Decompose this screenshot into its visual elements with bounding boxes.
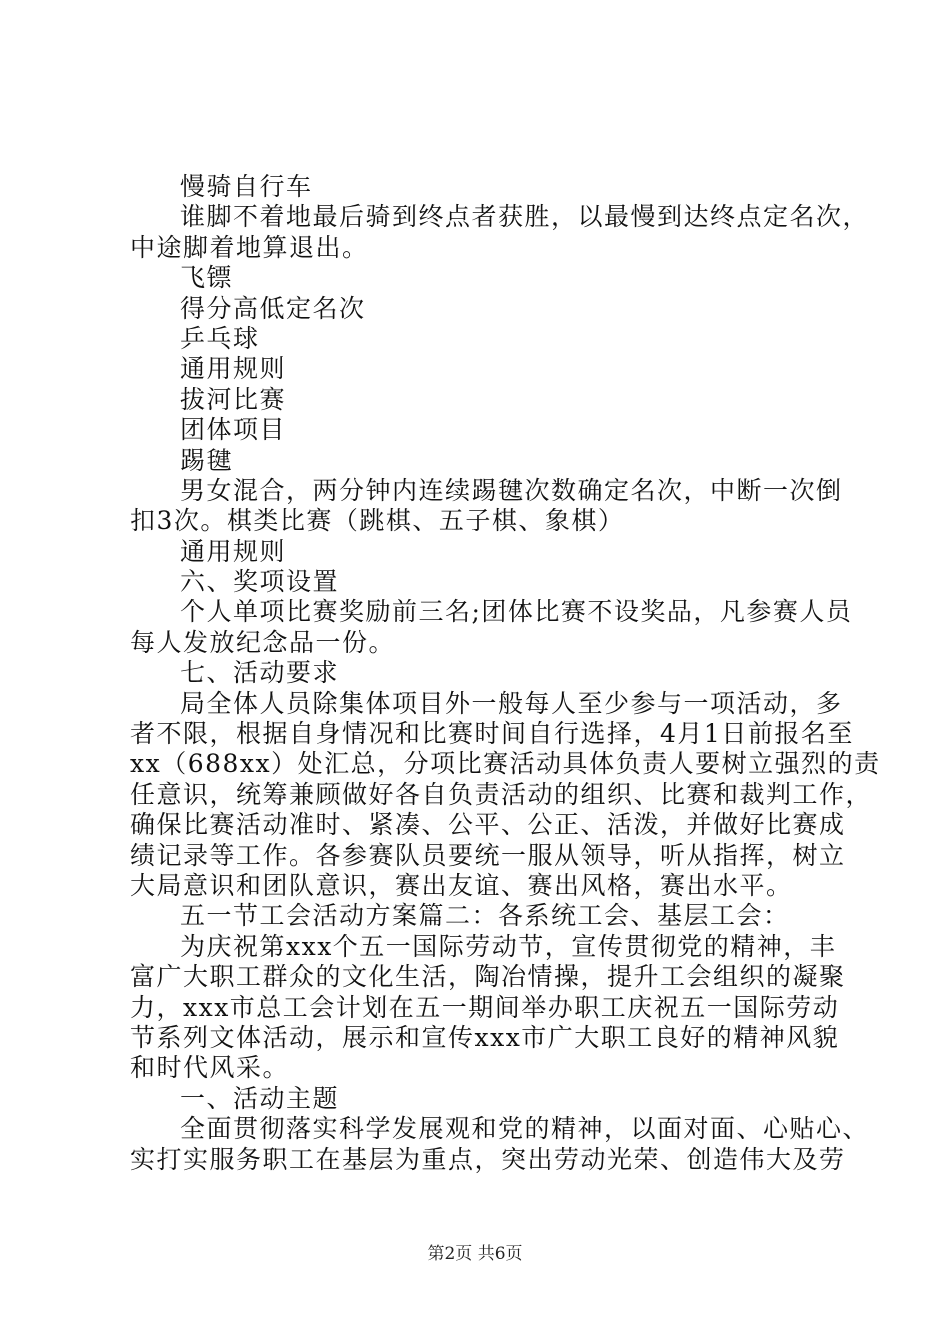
text-line: 全面贯彻落实科学发展观和党的精神，以面对面、心贴心、 — [180, 1114, 870, 1144]
text-line: xx（688xx）处汇总，分项比赛活动具体负责人要树立强烈的责 — [130, 749, 881, 779]
text-line: 谁脚不着地最后骑到终点者获胜，以最慢到达终点定名次， — [180, 202, 870, 232]
text-line: 通用规则 — [180, 536, 287, 566]
text-line: 扣3次。棋类比赛（跳棋、五子棋、象棋） — [130, 506, 625, 536]
text-line: 实打实服务职工在基层为重点，突出劳动光荣、创造伟大及劳 — [130, 1144, 846, 1174]
text-line: 节系列文体活动，展示和宣传xxx市广大职工良好的精神风貌 — [130, 1022, 840, 1052]
text-line: 每人发放纪念品一份。 — [130, 627, 396, 657]
text-line: 和时代风采。 — [130, 1053, 290, 1083]
text-line: 乒乓球 — [180, 323, 260, 353]
text-line: 力，xxx市总工会计划在五一期间举办职工庆祝五一国际劳动 — [130, 992, 840, 1022]
text-line: 局全体人员除集体项目外一般每人至少参与一项活动，多 — [180, 688, 843, 718]
text-line: 个人单项比赛奖励前三名;团体比赛不设奖品，凡参赛人员 — [180, 597, 853, 627]
text-line: 中途脚着地算退出。 — [130, 232, 369, 262]
text-line: 者不限，根据自身情况和比赛时间自行选择，4月1日前报名至 — [130, 719, 854, 749]
text-line: 得分高低定名次 — [180, 293, 366, 323]
section-heading: 一、活动主题 — [180, 1083, 340, 1113]
section-heading: 六、奖项设置 — [180, 567, 340, 597]
text-line: 确保比赛活动准时、紧凑、公平、公正、活泼，并做好比赛成 — [130, 810, 846, 840]
text-line: 大局意识和团队意识，赛出友谊、赛出风格，赛出水平。 — [130, 870, 793, 900]
section-heading: 五一节工会活动方案篇二：各系统工会、基层工会： — [180, 901, 790, 931]
text-line: 通用规则 — [180, 354, 287, 384]
section-heading: 七、活动要求 — [180, 658, 340, 688]
text-line: 绩记录等工作。各参赛队员要统一服从领导，听从指挥，树立 — [130, 840, 846, 870]
text-line: 踢毽 — [180, 445, 234, 475]
text-line: 为庆祝第xxx个五一国际劳动节，宣传贯彻党的精神，丰 — [180, 931, 837, 961]
page-footer: 第2页 共6页 — [427, 1244, 523, 1264]
text-line: 男女混合，两分钟内连续踢毽次数确定名次，中断一次倒 — [180, 475, 843, 505]
text-line: 慢骑自行车 — [180, 172, 313, 201]
text-line: 拔河比赛 — [180, 384, 287, 414]
text-line: 富广大职工群众的文化生活，陶冶情操，提升工会组织的凝聚 — [130, 962, 846, 992]
text-line: 任意识，统筹兼顾做好各自负责活动的组织、比赛和裁判工作， — [130, 779, 873, 809]
text-line: 飞镖 — [180, 263, 234, 293]
text-line: 团体项目 — [180, 415, 287, 445]
document-body — [130, 172, 881, 1175]
